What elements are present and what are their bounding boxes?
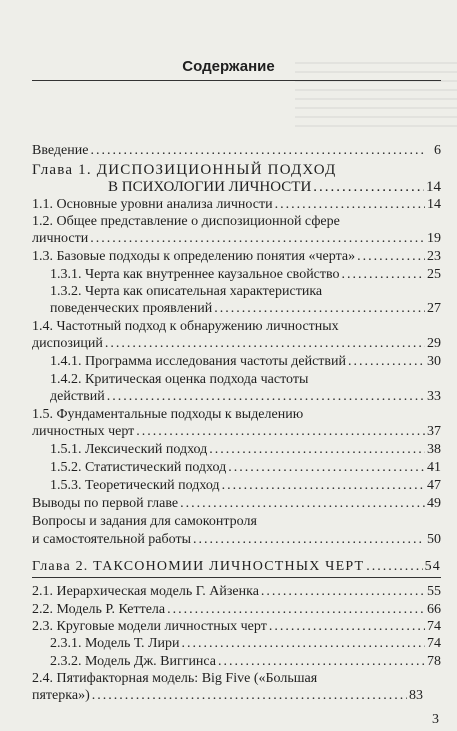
page-number: 3 [432, 712, 439, 727]
toc-entry-1-4-2: 1.4.2. Критическая оценка подхода частоты [50, 372, 309, 387]
toc-chapter-1-title: Глава 1. ДИСПОЗИЦИОННЫЙ ПОДХОД [32, 162, 337, 178]
toc-chapter-2-title: Глава 2. ТАКСОНОМИИ ЛИЧНОСТНЫХ ЧЕРТ ..... 54 [32, 558, 441, 576]
toc-entry-1-5-3: 1.5.3. Теоретический подход ..... 47 [32, 477, 441, 495]
toc-entry-introduction: Введение ..... 6 [32, 142, 441, 160]
toc-entry-1-3-1: 1.3.1. Черта как внутреннее каузальное свойство ..... 25 [32, 266, 441, 284]
toc-entry-1-5: 1.5. Фундаментальные подходы к выделению [32, 407, 304, 422]
toc-chapter-1-title-cont: В ПСИХОЛОГИИ ЛИЧНОСТИ ..... 14 [32, 178, 441, 196]
toc-entry-chapter-1-conclusions: Выводы по первой главе ..... 49 [32, 495, 441, 513]
toc-entry-1-5-cont: личностных черт ..... 37 [32, 423, 441, 441]
title-rule [32, 80, 441, 81]
toc-entry-2-1: 2.1. Иерархическая модель Г. Айзенка ..... 55 [32, 583, 441, 601]
toc-entry-1-4: 1.4. Частотный подход к обнаружению личностных [32, 319, 339, 334]
toc-entry-1-2: 1.2. Общее представление о диспозиционной сфере [32, 214, 340, 229]
toc-entry-2-3-1: 2.3.1. Модель Т. Лири ..... 74 [32, 635, 441, 653]
toc-entry-1-5-2: 1.5.2. Статистический подход ..... 41 [32, 459, 441, 477]
toc-entry-1-1: 1.1. Основные уровни анализа личности ..... 14 [32, 196, 441, 214]
toc-entry-chapter-1-questions: Вопросы и задания для самоконтроля [32, 514, 257, 529]
toc-entry-1-3-2-cont: поведенческих проявлений ..... 27 [32, 300, 441, 318]
toc-entry-2-3-2: 2.3.2. Модель Дж. Виггинса ..... 78 [32, 653, 441, 671]
toc-entry-2-4: 2.4. Пятифакторная модель: Big Five («Большая [32, 671, 318, 686]
toc-entry-2-4-cont: пятерка») ..... 83 [32, 687, 423, 705]
toc-entry-1-5-1: 1.5.1. Лексический подход ..... 38 [32, 441, 441, 459]
toc-entry-1-2-cont: личности ..... 19 [32, 230, 441, 248]
chapter-2-rule [32, 577, 441, 578]
page-title: Содержание [182, 58, 275, 75]
toc-entry-1-3: 1.3. Базовые подходы к определению понятия «черта» ..... 23 [32, 248, 441, 266]
toc-entry-2-2: 2.2. Модель Р. Кеттела ..... 66 [32, 601, 441, 619]
toc-entry-chapter-1-questions-cont: и самостоятельной работы ..... 50 [32, 531, 441, 549]
toc-entry-1-3-2: 1.3.2. Черта как описательная характеристика [50, 284, 323, 299]
toc-entry-1-4-1: 1.4.1. Программа исследования частоты действий ..... 30 [32, 353, 441, 371]
toc-entry-1-4-2-cont: действий ..... 33 [32, 388, 441, 406]
toc-entry-2-3: 2.3. Круговые модели личностных черт ..... 74 [32, 618, 441, 636]
toc-entry-1-4-cont: диспозиций ..... 29 [32, 335, 441, 353]
